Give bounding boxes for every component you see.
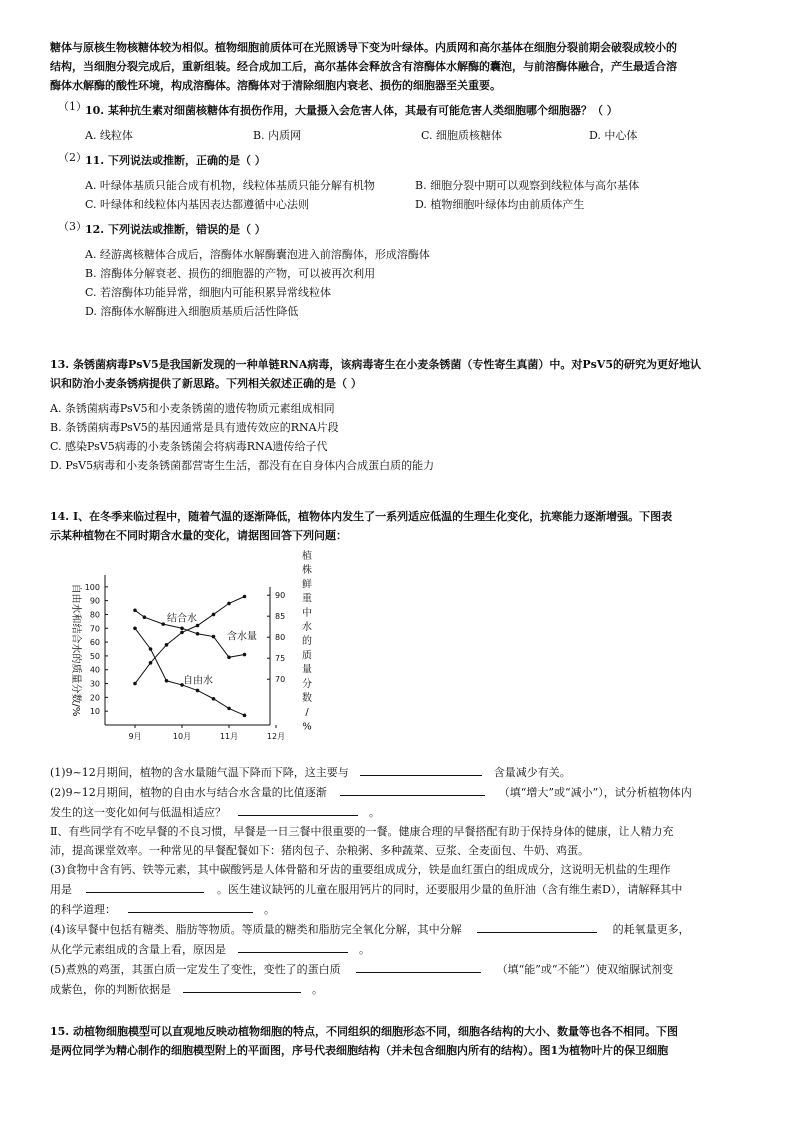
q14-part2: Ⅱ、有些同学有不吃早餐的不良习惯，早餐是一日三餐中很重要的一餐。健康合理的早餐搭配有助于保持身体的健康，让人精力充	[50, 825, 674, 838]
q14-s4-text: 从化学元素组成的含量上看，原因是	[50, 943, 226, 956]
q14-s3-text: 用是	[50, 883, 72, 896]
x-tick-label: 11月	[219, 732, 239, 741]
q14-s3-text: (3)食物中含有钙、铁等元素，其中碳酸钙是人体骨骼和牙齿的重要组成成分，铁是血红蛋白的组成成分，这说明无机盐的生理作	[50, 863, 671, 876]
option-b[interactable]: B. 溶酶体分解衰老、损伤的细胞器的产物，可以被再次利用	[85, 267, 376, 280]
q14-s3-text: 。	[264, 903, 275, 916]
left-tick-label: 100	[84, 582, 100, 592]
q13-options	[50, 399, 740, 475]
answer-blank-9[interactable]	[183, 979, 301, 993]
data-point	[180, 626, 184, 630]
q14-s4-text: (4)该早餐中包括有糖类、脂肪等物质。等质量的糖类和脂肪完全氧化分解，其中分解	[50, 923, 462, 936]
q14-s5-text: 成紫色，你的判断依据是	[50, 983, 171, 996]
option-c[interactable]: C. 感染PsV5病毒的小麦条锈菌会将病毒RNA遗传给子代	[50, 440, 328, 453]
left-tick-label: 70	[89, 624, 100, 634]
option-c[interactable]: C. 叶绿体和线粒体内基因表达都遵循中心法则	[85, 198, 310, 211]
q14-stem	[50, 507, 740, 545]
data-point	[227, 602, 231, 606]
left-tick-label: 10	[89, 707, 100, 717]
answer-blank-6[interactable]	[477, 919, 597, 933]
q14-part2: 沛，提高课堂效率。一种常见的早餐配餐如下：猪肉包子、杂粮粥、多种蔬菜、豆浆、全麦面包、牛奶、鸡蛋。	[50, 844, 589, 857]
q14-s2-text: (2)9~12月期间，植物的自由水与结合水含量的比值逐渐	[50, 786, 327, 799]
option-d[interactable]: D. 植物细胞叶绿体均由前质体产生	[415, 198, 585, 211]
data-point	[196, 632, 200, 636]
q14-body	[50, 762, 740, 999]
left-tick-label: 60	[89, 638, 100, 648]
left-tick-label: 90	[89, 596, 100, 606]
data-point	[243, 595, 247, 599]
q14-s4-text: 。	[359, 943, 370, 956]
intro-line: 糖体与原核生物核糖体较为相似。植物细胞前质体可在光照诱导下变为叶绿体。内质网和高尔基体在细胞分裂前期会破裂成较小的	[50, 41, 677, 54]
q15-line: 是两位同学为精心制作的细胞模型附上的平面图，序号代表细胞结构（并未包含细胞内所有的结构）。图1为植物叶片的保卫细胞	[50, 1044, 669, 1057]
answer-blank-7[interactable]	[238, 939, 348, 953]
option-a[interactable]: A. 条锈菌病毒PsV5和小麦条锈菌的遗传物质元素组成相同	[50, 402, 335, 415]
answer-blank-8[interactable]	[356, 959, 481, 973]
data-point	[212, 697, 216, 701]
option-a[interactable]: A. 经游离核糖体合成后，溶酶体水解酶囊泡进入前溶酶体，形成溶酶体	[85, 248, 430, 261]
q11-options	[85, 176, 745, 214]
q14-line: 14. Ⅰ、在冬季来临过程中，随着气温的逐渐降低，植物体内发生了一系列适应低温的生理生化变化，抗寒能力逐渐增强。下图表	[50, 510, 673, 523]
left-axis-label: 自由水和结合水的质量分数/%	[70, 583, 81, 717]
left-tick-label: 50	[89, 651, 100, 661]
right-tick-label: 70	[275, 675, 286, 685]
option-b[interactable]: B. 细胞分裂中期可以观察到线粒体与高尔基体	[415, 179, 640, 192]
data-point	[133, 609, 137, 613]
q15-stem	[50, 1022, 740, 1060]
q14-s5-text: （填“能”或“不能”）使双缩脲试剂变	[496, 963, 674, 976]
data-point	[143, 615, 147, 619]
q14-s4-text: 的耗氧量更多，	[612, 923, 690, 936]
data-point	[133, 626, 137, 630]
q14-s2-text: （填“增大”或“减小”），试分析植物体内	[498, 786, 692, 799]
x-tick-label: 10月	[172, 732, 192, 741]
subquestion-index: （3）	[58, 220, 87, 233]
data-point	[212, 635, 216, 639]
data-point	[243, 714, 247, 718]
left-tick-label: 20	[89, 693, 100, 703]
series-label: 含水量	[227, 631, 257, 643]
q14-s5-text: (5)煮熟的鸡蛋，其蛋白质一定发生了变性，变性了的蛋白质	[50, 963, 341, 976]
q13-line: 13. 条锈菌病毒PsV5是我国新发现的一种单链RNA病毒，该病毒寄生在小麦条锈菌（专性寄生真菌）中。对PsV5的研究为更好地认	[50, 358, 701, 371]
right-tick-label: 80	[275, 633, 286, 643]
intro-paragraph	[50, 38, 740, 95]
q11-stem: 11. 下列说法或推断，正确的是（ ）	[85, 154, 266, 167]
series-label: 结合水	[167, 613, 197, 625]
intro-line: 酶体水解酶的酸性环境，构成溶酶体。溶酶体对于清除细胞内衰老、损伤的细胞器至关重要。	[50, 79, 501, 92]
right-tick-label: 75	[275, 654, 286, 664]
q14-s5-text: 。	[312, 983, 323, 996]
data-point	[243, 653, 247, 657]
option-a[interactable]: A. 线粒体	[85, 129, 133, 142]
subquestion-index: （1）	[58, 100, 87, 113]
q14-s1-text: 含量减少有关。	[493, 766, 571, 779]
data-point	[161, 622, 165, 626]
q12-options	[85, 245, 430, 321]
q14-s2-text: 发生的这一变化如何与低温相适应？	[50, 806, 226, 819]
right-axis-label: 植株鲜重中水的质量分数/ %	[302, 551, 312, 733]
data-point	[212, 613, 216, 617]
left-tick-label: 40	[89, 665, 100, 675]
option-d[interactable]: D. 中心体	[589, 129, 638, 142]
answer-blank-5[interactable]	[128, 899, 253, 913]
answer-blank-2[interactable]	[340, 782, 485, 796]
answer-blank-4[interactable]	[86, 879, 204, 893]
data-point	[227, 655, 231, 659]
answer-blank-1[interactable]	[360, 762, 482, 776]
q14-s2-text: 。	[369, 806, 380, 819]
data-point	[165, 679, 169, 683]
q13-line: 识和防治小麦条锈病提供了新思路。下列相关叙述正确的是（ ）	[50, 377, 362, 390]
q14-s3-text: 的科学道理：	[50, 903, 116, 916]
option-a[interactable]: A. 叶绿体基质只能合成有机物，线粒体基质只能分解有机物	[85, 179, 375, 192]
q14-s3-text: 。医生建议缺钙的儿童在服用钙片的同时，还要服用少量的鱼肝油（含有维生素D），请解释其中	[217, 883, 683, 896]
option-c[interactable]: C. 若溶酶体功能异常，细胞内可能积累异常线粒体	[85, 286, 332, 299]
right-tick-label: 85	[275, 612, 286, 622]
water-content-chart	[55, 545, 325, 745]
x-tick-label: 12月	[266, 732, 286, 741]
option-c[interactable]: C. 细胞质核糖体	[421, 129, 503, 142]
data-point	[133, 682, 137, 686]
option-d[interactable]: D. 溶酶体水解酶进入细胞质基质后活性降低	[85, 305, 299, 318]
data-point	[165, 643, 169, 647]
option-b[interactable]: B. 条锈菌病毒PsV5的基因通常是具有遗传效应的RNA片段	[50, 421, 339, 434]
data-point	[149, 661, 153, 665]
answer-blank-3[interactable]	[238, 802, 358, 816]
intro-line: 结构，当细胞分裂完成后，重新组装。经合成加工后，高尔基体会释放含有溶酶体水解酶的囊泡，与前溶酶体融合，产生最适合溶	[50, 60, 677, 73]
left-tick-label: 80	[89, 610, 100, 620]
data-point	[196, 689, 200, 693]
q14-s1-text: (1)9~12月期间，植物的含水量随气温下降而下降，这主要与	[50, 766, 349, 779]
option-b[interactable]: B. 内质网	[253, 129, 302, 142]
data-point	[149, 647, 153, 651]
series-label: 自由水	[183, 675, 213, 687]
q15-line: 15. 动植物细胞模型可以直观地反映动植物细胞的特点，不同组织的细胞形态不同，细胞各结构的大小、数量等也各不相同。下图	[50, 1025, 678, 1038]
data-point	[180, 631, 184, 635]
data-point	[227, 707, 231, 711]
q12-stem: 12. 下列说法或推断，错误的是（ ）	[85, 223, 266, 236]
subquestion-index: （2）	[58, 151, 87, 164]
right-tick-label: 90	[275, 591, 286, 601]
left-tick-label: 30	[89, 679, 100, 689]
q10-options	[85, 126, 757, 145]
q10-stem: 10. 某种抗生素对细菌核糖体有损伤作用，大量摄入会危害人体，其最有可能危害人类细胞哪个细胞器？（ ）	[85, 104, 618, 117]
x-tick-label: 9月	[128, 732, 142, 741]
q14-line: 示某种植物在不同时期含水量的变化，请据图回答下列问题：	[50, 529, 347, 542]
option-d[interactable]: D. PsV5病毒和小麦条锈菌都营寄生生活，都没有在自身体内合成蛋白质的能力	[50, 459, 435, 472]
q13-stem	[50, 355, 740, 393]
